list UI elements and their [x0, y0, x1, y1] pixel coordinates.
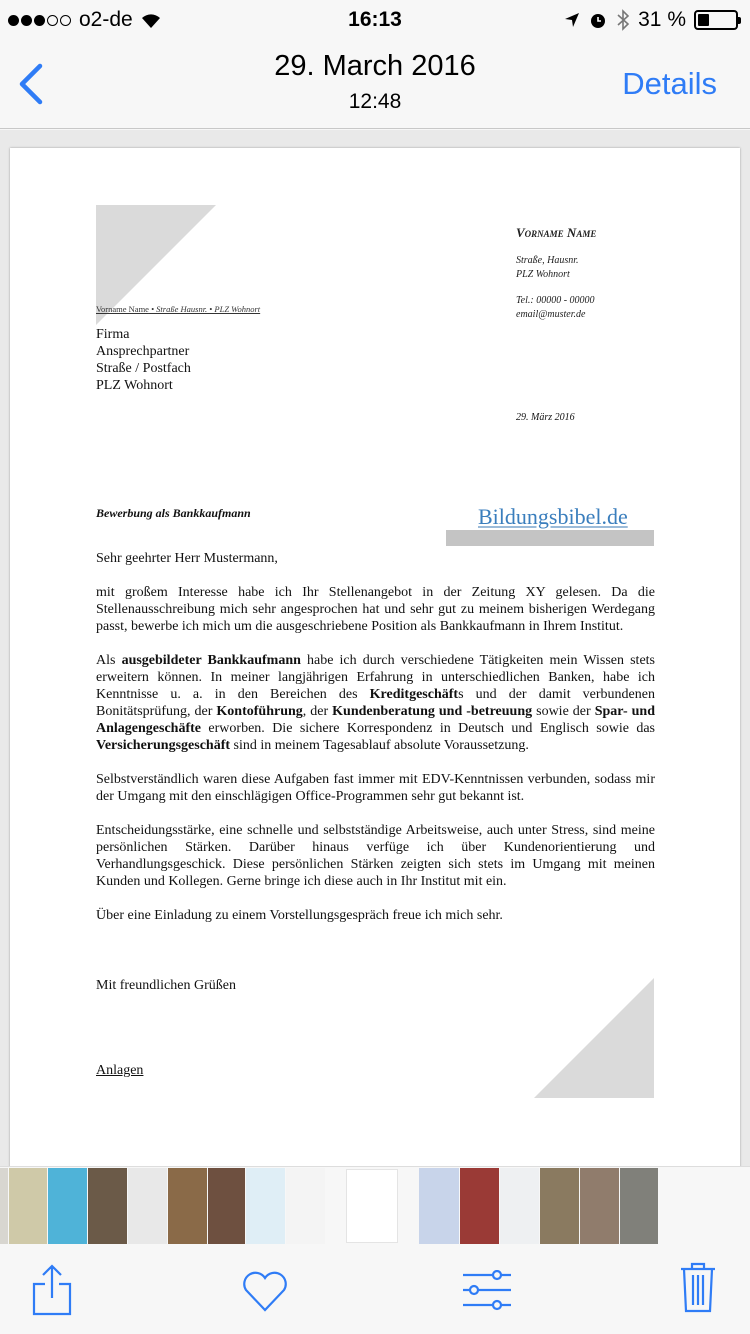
text-run: Über eine Einladung zu einem Vorstellungsgespräch freue ich mich sehr.: [96, 908, 503, 923]
sender-line-name: Vorname Name: [96, 304, 149, 314]
sender-return-line: [96, 304, 260, 314]
sender-line-address: • Straße Hausnr. • PLZ Wohnort: [148, 304, 261, 314]
thumbnail[interactable]: [48, 1168, 87, 1244]
letter-body: [96, 550, 655, 941]
thumbnail[interactable]: [460, 1168, 499, 1244]
text-run: Entscheidungsstärke, eine schnelle und selbstständige Arbeitsweise, auch unter Stress, sind meine persönlichen Stärken. Darüber hinaus verfüge ich über Kundenorientierung und Verhandlungsgeschick. Diese persönlichen Stärken zeigten sich stets im Umgang mit meinen Kunden und Kollegen. Gerne bringe ich diese auch in Ihr Institut mit ein.: [96, 823, 655, 889]
decorative-triangle: [534, 978, 654, 1098]
bold-text: Spar- und Anlagengeschäfte: [96, 704, 655, 736]
favorite-heart-icon[interactable]: [241, 1270, 289, 1312]
body-paragraph: [96, 907, 655, 924]
sender-name: Vorname Name: [516, 225, 597, 240]
recipient-line: PLZ Wohnort: [96, 378, 173, 393]
text-run: sind in meinem Tagesablauf absolute Voraussetzung.: [230, 738, 529, 753]
status-bar: [0, 0, 750, 40]
alarm-icon: [588, 10, 608, 30]
sender-header: [516, 226, 596, 322]
bildungsbibel-logo: [446, 504, 654, 550]
text-run: s und der damit verbundenen Bonitätsprüfung, der: [96, 687, 655, 719]
recipient-address: [96, 326, 191, 394]
text-run: , der: [302, 704, 333, 719]
recipient-line: Ansprechpartner: [96, 344, 190, 359]
recipient-line: Firma: [96, 327, 130, 342]
attachments-label: Anlagen: [96, 1063, 144, 1078]
photo-time: 12:48: [348, 90, 402, 113]
details-button[interactable]: Details: [622, 66, 717, 101]
bold-text: Versicherungsgeschäft: [96, 738, 231, 753]
thumbnail[interactable]: [208, 1168, 245, 1244]
logo-text: Bildungsbibel.de: [474, 504, 632, 530]
text-run: sowie der: [532, 704, 595, 719]
edit-adjustments-icon[interactable]: [462, 1270, 512, 1312]
body-paragraph: [96, 584, 655, 635]
clock: 16:13: [348, 8, 402, 31]
text-run: Als: [96, 653, 122, 668]
letter-date: 29. März 2016: [516, 412, 575, 423]
body-paragraph: [96, 652, 655, 754]
text-run: Selbstverständlich waren diese Aufgaben fast immer mit EDV-Kenntnissen verbunden, sodass mir der Umgang mit den einschlägigen Office-Programmen sehr gut bekannt ist.: [96, 772, 655, 804]
thumbnail[interactable]: [540, 1168, 579, 1244]
sender-city: PLZ Wohnort: [516, 269, 570, 280]
battery-icon: [694, 10, 738, 30]
photo-date: 29. March 2016: [274, 50, 476, 82]
bluetooth-icon: [616, 9, 630, 31]
thumbnail[interactable]: [9, 1168, 47, 1244]
sender-phone: Tel.: 00000 - 00000: [516, 295, 595, 306]
bold-text: Kreditgeschäft: [369, 687, 459, 702]
bold-text: ausgebildeter Bankkaufmann: [121, 653, 301, 668]
thumbnail-current[interactable]: [346, 1169, 398, 1243]
letter-document: [10, 148, 740, 1166]
thumbnail[interactable]: [168, 1168, 207, 1244]
bottom-toolbar: [0, 1244, 750, 1334]
share-icon[interactable]: [30, 1262, 74, 1316]
text-run: erworben. Die sichere Korrespondenz in Deutsch und Englisch sowie das: [201, 721, 655, 736]
battery-percent: 31 %: [638, 8, 686, 31]
bold-text: Kundenberatung und -betreuung: [332, 704, 533, 719]
letter-subject: Bewerbung als Bankkaufmann: [96, 506, 251, 520]
thumbnail[interactable]: [500, 1168, 539, 1244]
text-run: mit großem Interesse habe ich Ihr Stellenangebot in der Zeitung XY gelesen. Da die Stellenausschreibung mich sehr angesprochen hat und sehr gut zu meinem bisherigen Werdegang passt, bewerbe ich mich um die ausgeschriebene Position als Bankkaufmann in Ihrem Institut.: [96, 585, 655, 634]
thumbnail[interactable]: [286, 1168, 325, 1244]
recipient-line: Straße / Postfach: [96, 361, 191, 376]
closing: Mit freundlichen Grüßen: [96, 978, 236, 993]
thumbnail[interactable]: [0, 1168, 8, 1244]
trash-icon[interactable]: [680, 1262, 716, 1314]
thumbnail[interactable]: [246, 1168, 285, 1244]
thumbnail[interactable]: [419, 1168, 459, 1244]
thumbnail[interactable]: [580, 1168, 619, 1244]
sender-street: Straße, Hausnr.: [516, 255, 579, 266]
thumbnail[interactable]: [620, 1168, 658, 1244]
photo-viewer[interactable]: [0, 130, 750, 1166]
navigation-bar: [0, 40, 750, 129]
salutation: Sehr geehrter Herr Mustermann,: [96, 551, 278, 566]
body-paragraph: [96, 822, 655, 890]
location-icon: [564, 12, 580, 28]
bold-text: Kontoführung: [216, 704, 303, 719]
thumbnail-strip[interactable]: [0, 1166, 750, 1244]
text-run: habe ich durch verschiedene Tätigkeiten mein Wissen stets erweitern können. In meiner langjährigen Erfahrung in unterschiedlichen Banken, habe ich Kenntnisse u. a. in den Bereichen des: [96, 653, 656, 702]
thumbnail[interactable]: [88, 1168, 127, 1244]
body-paragraph: [96, 771, 655, 805]
carrier-name: o2-de: [79, 8, 133, 31]
sender-email: email@muster.de: [516, 309, 586, 320]
thumbnail[interactable]: [128, 1168, 167, 1244]
